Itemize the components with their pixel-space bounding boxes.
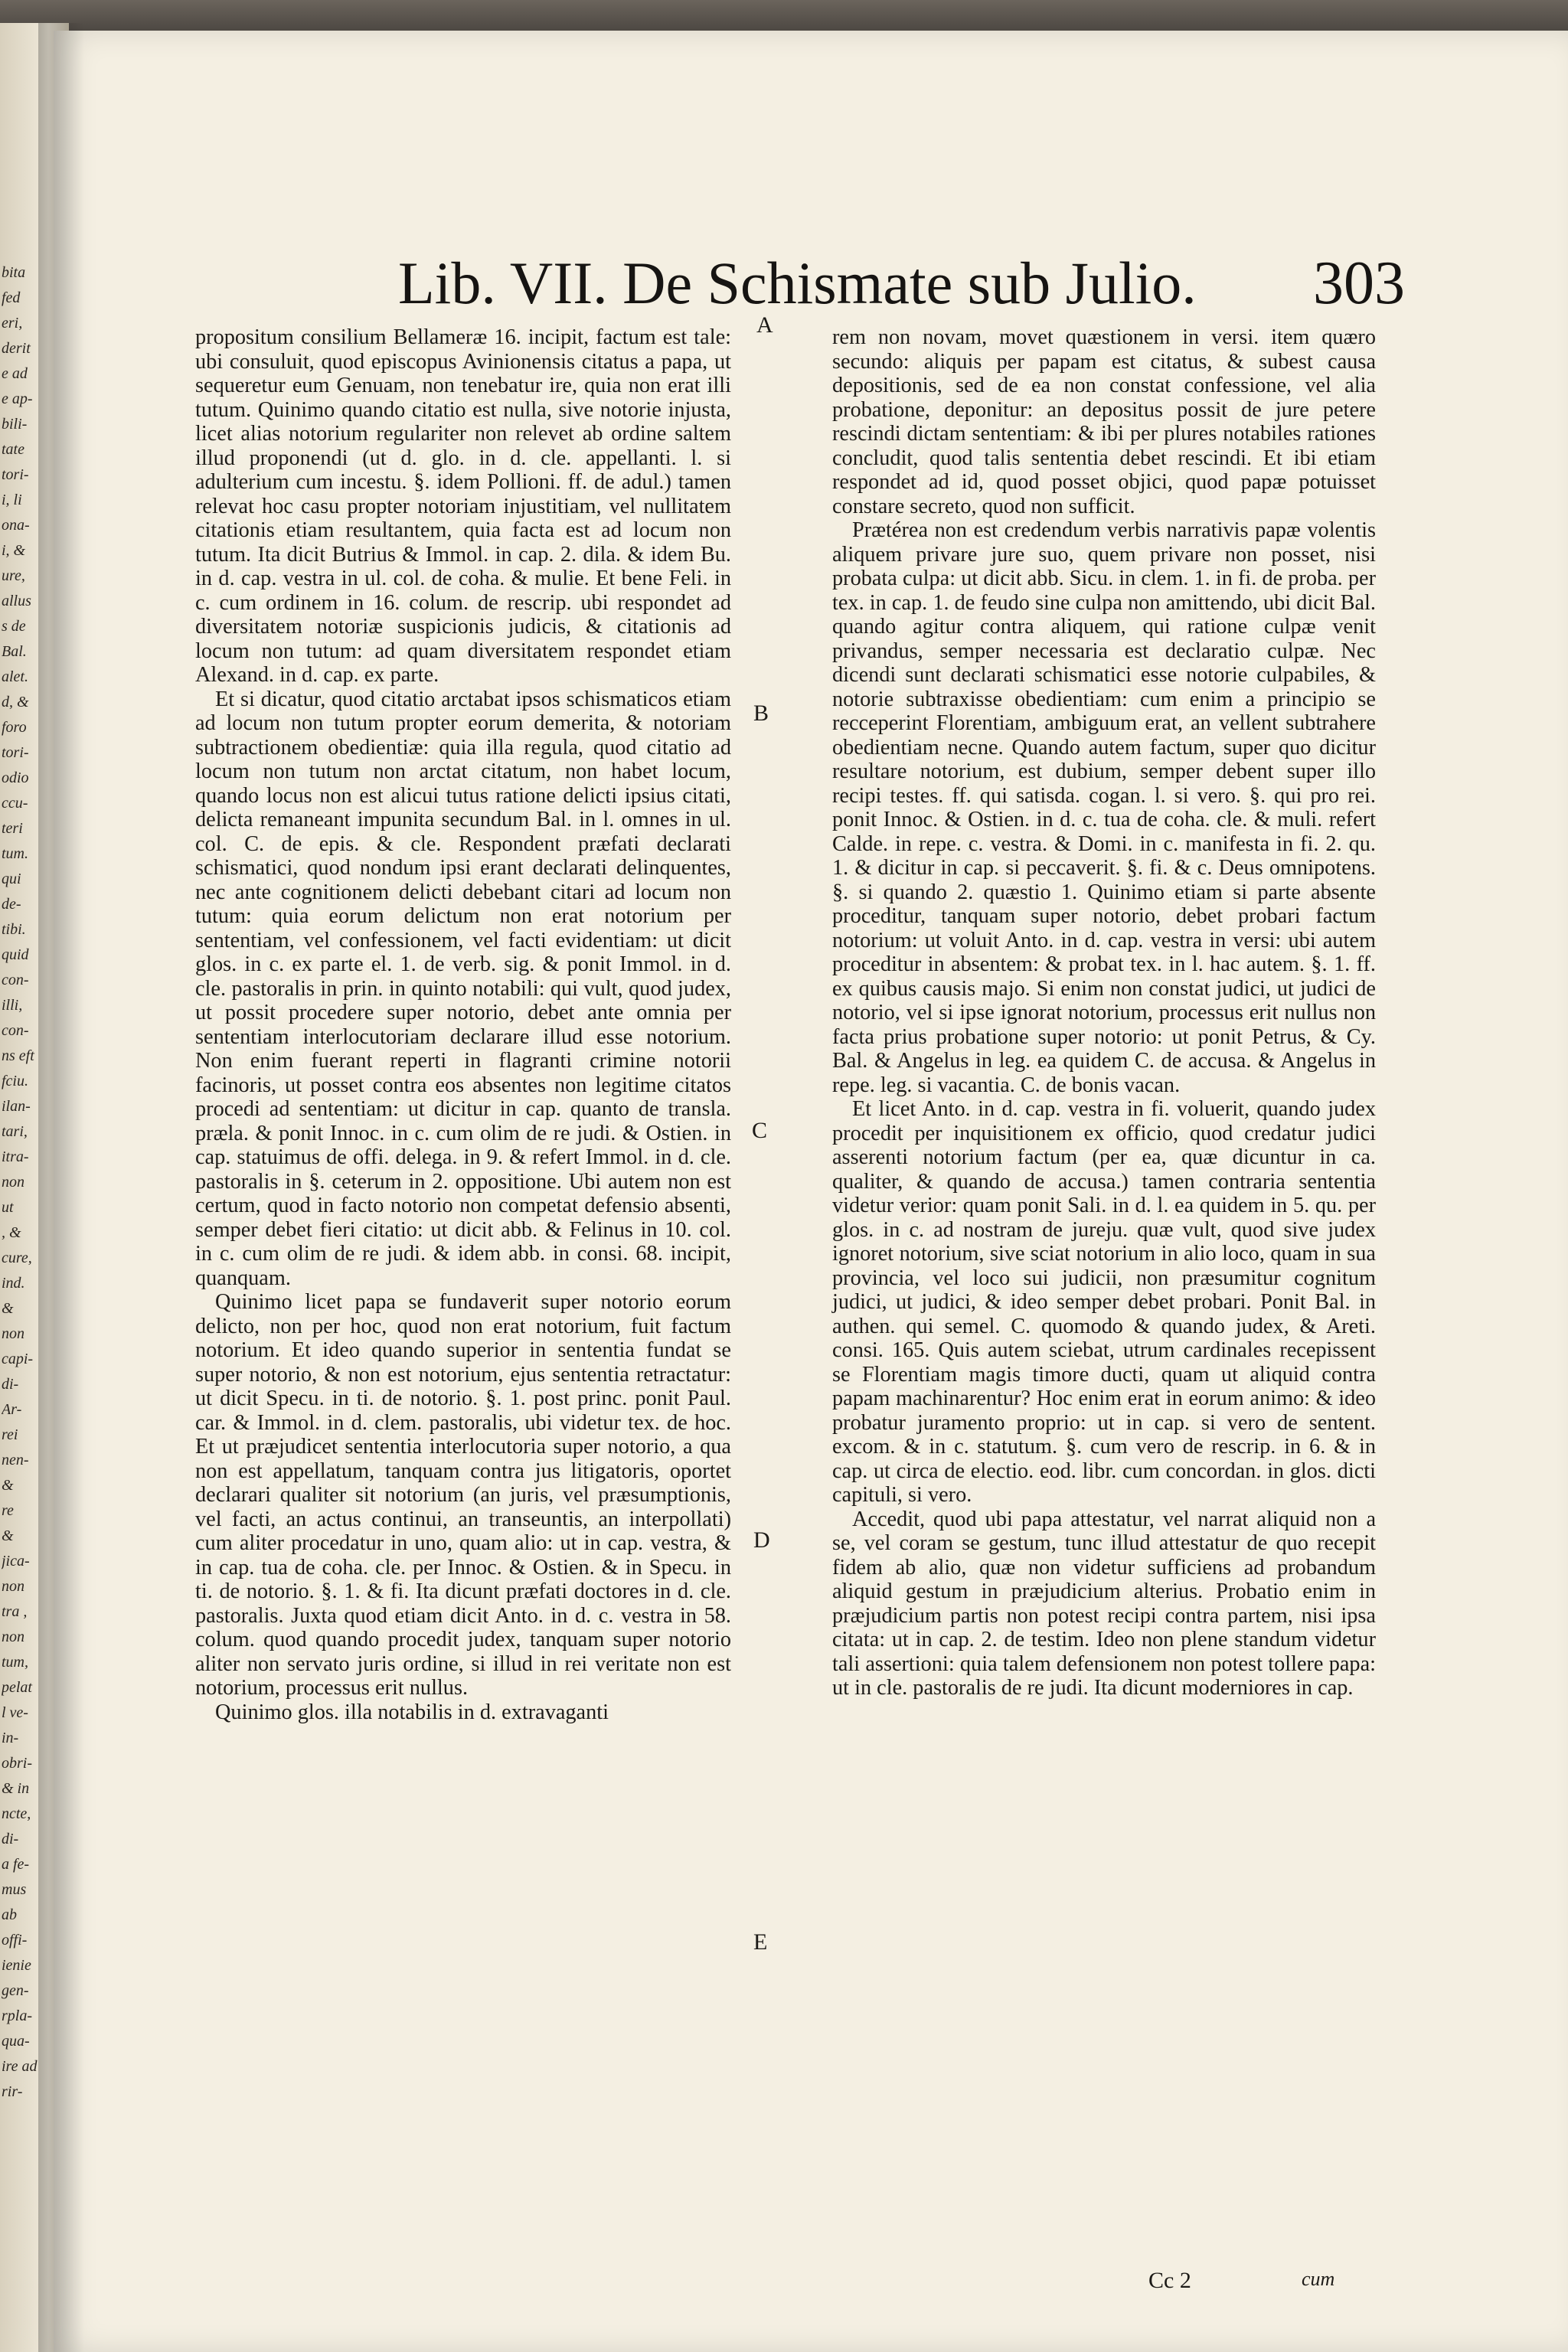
facing-page-fragment: non	[2, 1325, 24, 1342]
paragraph: Et si dicatur, quod citatio arctabat ipsos schismaticos etiam ad locum non tutum propter eorum demerita, & notoriam subtractionem obedientiæ: quia illa regula, quod citatio ad locum non tutum non arctat citatum, non habet locum, quando locus non est alicui tutus ratione delicti ipsius citati, delicta remaneant impunita secundum Bal. in l. omnes in ul. col. C. de epis. & cle. Respondent præfati declarati schismatici, quod nondum ipsi erant declarati delinquentes, nec ante cognitionem delicti debebant citari ad locum non tutum: quia eorum delictum non erat notorium per sententiam, vel confessionem, vel facti evidentiam: ut dicit glos. in c. ex parte el. 1. de verb. sig. & ponit Immol. in d. cle. pastoralis in prin. in quinto notabili: qui vult, quod judex, ut possit procedere super notorio, debet ante omnia per sententiam interlocutoriam declarare illud esse notorium. Non enim fuerant reperti in flagranti crimine notorii facinoris, ut posset contra eos absentes non legitime citatos procedi ad sententiam: ut dicitur in cap. quanto de transla. præla. & ponit Innoc. in c. cum olim de re judi. & Ostien. in cap. statuimus de offi. delega. in 9. & refert Immol. in d. cle. pastoralis in §. ceterum in 2. oppositione. Ubi autem non est certum, quod in facto notorio non competat defensio absenti, semper debet fieri citatio: ut dicit abb. & Felinus in 10. col. in c. cum olim de re judi. & idem abb. in consi. 68. incipit, quanquam.	[195, 687, 731, 1290]
facing-page-fragment: obri-	[2, 1755, 32, 1772]
facing-page-fragment: &	[2, 1300, 14, 1317]
facing-page-fragment: de-	[2, 896, 21, 913]
facing-page-fragment: bita	[2, 264, 26, 281]
facing-page-fragment: ccu-	[2, 795, 28, 812]
facing-page-fragment: illi,	[2, 997, 23, 1014]
facing-page-fragment: e ap-	[2, 390, 33, 407]
facing-page-fragment: rei	[2, 1426, 18, 1443]
facing-page-fragment: allus	[2, 593, 31, 609]
facing-page-fragment: non	[2, 1628, 24, 1645]
facing-page-fragment: i, &	[2, 542, 26, 559]
facing-page-fragment: qui	[2, 871, 21, 887]
margin-marker-c: C	[752, 1118, 768, 1143]
facing-page-fragment: tum.	[2, 845, 28, 862]
facing-page-fragment: con-	[2, 1022, 29, 1039]
facing-page-fragment: fciu.	[2, 1073, 28, 1089]
facing-page-fragment: jica-	[2, 1553, 30, 1570]
facing-page-fragment: , &	[2, 1224, 21, 1241]
paragraph: Quinimo glos. illa notabilis in d. extravaganti	[215, 1700, 609, 1724]
facing-page-fragment: ona-	[2, 517, 30, 534]
facing-page-fragment: s de	[2, 618, 26, 635]
facing-page-fragment: re	[2, 1502, 14, 1519]
facing-page-fragment: ure,	[2, 567, 25, 584]
facing-page-fragment: con-	[2, 972, 29, 988]
facing-page-fragment: tibi.	[2, 921, 26, 938]
margin-marker-d: D	[753, 1527, 770, 1553]
facing-page-fragment: tori-	[2, 466, 29, 483]
facing-page-fragment: bili-	[2, 416, 28, 433]
page-number: 303	[1313, 250, 1405, 317]
facing-page-fragment: ire ad	[2, 2058, 38, 2075]
facing-page-fragment: ilan-	[2, 1098, 31, 1115]
facing-page-fragment: in-	[2, 1730, 19, 1746]
facing-page-fragment: Bal.	[2, 643, 27, 660]
facing-page-fragment: gen-	[2, 1982, 29, 1999]
facing-page-fragment: ab	[2, 1906, 17, 1923]
facing-page-fragment: Ar-	[2, 1401, 22, 1418]
facing-page-fragment: rir-	[2, 2083, 23, 2100]
facing-page-fragment: nen-	[2, 1452, 29, 1468]
facing-page-fragment: &	[2, 1527, 14, 1544]
catchword: cum	[1302, 2268, 1335, 2290]
paragraph: Accedit, quod ubi papa attestatur, vel narrat aliquid non a se, vel coram se gestum, tunc illud attestatur de quo recepit fidem ab alio, quæ non videtur sufficiens ad probandum aliquid gestum in præjudicium alterius. Probatio enim in præjudicium partis non potest recipi contra partem, nisi ipsa citata: ut in cap. 2. de testim. Ideo non plene standum videtur tali assertioni: quia talem defensionem non potest tollere papa: ut in cle. pastoralis de re judi. Ita dicunt moderniores in cap.	[832, 1507, 1376, 1700]
facing-page-fragment: capi-	[2, 1351, 34, 1367]
facing-page-fragment: tate	[2, 441, 24, 458]
facing-page-fragment: tum,	[2, 1654, 28, 1671]
facing-page-fragment: &	[2, 1477, 14, 1494]
facing-page-fragment: ienie	[2, 1957, 31, 1974]
facing-page-fragment: alet.	[2, 668, 28, 685]
text-column-right	[832, 325, 1376, 1700]
facing-page-fragment: non	[2, 1578, 24, 1595]
paragraph: propositum consilium Bellameræ 16. incipit, factum est tale: ubi consuluit, quod episcopus Avinionensis citatus a papa, ut sequeretur eum Genuam, non tenebatur ire, quia non erat illi tutum. Quinimo quando citatio est nulla, sive notorie injusta, licet alias notorium regulariter non relevet ab ordine saltem illud proponendi (ut d. glo. in d. cle. appellanti. l. si adulterium cum incestu. §. idem Pollioni. ff. de adul.) tamen relevat hoc casu propter notoriam injustitiam, vel nullitatem citationis etiam resultantem, quia facta est ad locum non tutum. Ita dicit Butrius & Immol. in cap. 2. dila. & idem Bu. in d. cap. vestra in ul. col. de coha. & mulie. Et bene Feli. in c. cum ordinem in 16. colum. de rescrip. ubi respondet ad diversitatem notoriæ suspicionis judicis, & citationis ad locum non tutum: ad quam diversitatem respondet etiam Alexand. in d. cap. ex parte.	[195, 325, 731, 687]
facing-page-fragment: itra-	[2, 1148, 29, 1165]
book-gutter-shadow	[38, 23, 84, 2352]
signature-mark: Cc 2	[1148, 2268, 1191, 2293]
facing-page-fragment: di-	[2, 1831, 19, 1847]
facing-page-fragment: odio	[2, 769, 29, 786]
facing-page-fragment: offi-	[2, 1932, 28, 1949]
paragraph: Quinimo licet papa se fundaverit super notorio eorum delicto, non per hoc, quod non erat notorium, fuit factum notorium. Et ideo quando superior in sententia fundat se super notorio, & non est notorium, ejus sententia retractatur: ut dicit Specu. in ti. de notorio. §. 1. post princ. ponit Paul. car. & Immol. in d. clem. pastoralis, ubi videtur tex. de hoc. Et ut præjudicet sententia interlocutoria super notorio, a qua non est appellatum, tanquam contra jus litigatoris, oportet declarari qualiter sit notorium (an juris, vel præsumptionis, vel facti, an actus continui, an transeuntis, an interpollati) cum aliter procedatur in uno, quam alio: ut in cap. vestra, & in cap. tua de coha. cle. per Innoc. & Ostien. & in Specu. in ti. de notorio. §. 1. & fi. Ita dicunt præfati doctores in d. cle. pastoralis. Juxta quod etiam dicit Anto. in d. c. vestra in 58. colum. quod quando procedit judex, tanquam super notorio aliter non servato juris ordine, si illud in rei veritate non est notorium, processus erit nullus.	[195, 1290, 731, 1700]
facing-page-fragment: tari,	[2, 1123, 28, 1140]
margin-marker-a: A	[756, 312, 773, 338]
facing-page-fragment: mus	[2, 1881, 27, 1898]
facing-page-fragment: foro	[2, 719, 27, 736]
facing-page-fragment: di-	[2, 1376, 19, 1393]
running-head-title: Lib. VII. De Schismate sub Julio.	[398, 250, 1197, 316]
facing-page-fragment: qua-	[2, 2033, 30, 2050]
facing-page-fragment: l ve-	[2, 1704, 28, 1721]
text-column-left	[195, 325, 731, 1724]
facing-page-fragment: cure,	[2, 1250, 32, 1266]
facing-page-fragment: ncte,	[2, 1805, 31, 1822]
margin-marker-b: B	[753, 701, 769, 726]
facing-page-fragment: i, li	[2, 492, 22, 508]
facing-page-fragment: tori-	[2, 744, 29, 761]
facing-page-fragment: tra ,	[2, 1603, 28, 1620]
margin-marker-e: E	[753, 1929, 768, 1955]
book-page	[54, 31, 1568, 2352]
facing-page-fragment: ns eft	[2, 1047, 34, 1064]
facing-page-fragment: a fe-	[2, 1856, 30, 1873]
paragraph: rem non novam, movet quæstionem in versi. item quæro secundo: aliquis per papam est citatus, & subest causa depositionis, sed de ea non constat confessione, vel alia probatione, deponitur: an depositus possit de jure petere rescindi dictam sententiam: & ibi per plures notabiles rationes concludit, quod talis sententia debet rescindi. Et ibi etiam respondet ad id, quod posset objici, quod papæ potuisset constare secreto, quod non sufficit.	[832, 325, 1376, 518]
running-head	[398, 249, 1405, 318]
facing-page-fragment: rpla-	[2, 2007, 32, 2024]
facing-page-fragment: d, &	[2, 694, 29, 710]
facing-page-fragment: e ad	[2, 365, 28, 382]
facing-page-fragment: & in	[2, 1780, 30, 1797]
facing-page-fragment: pelat	[2, 1679, 32, 1696]
facing-page-fragment: non	[2, 1174, 24, 1191]
facing-page-fragment: fed	[2, 289, 21, 306]
facing-page-fragment: derit	[2, 340, 31, 357]
paragraph: Et licet Anto. in d. cap. vestra in fi. voluerit, quando judex procedit per inquisitionem ex officio, quod credatur judici asserenti notorium factum (per ea, quæ dicuntur in ca. qualiter, & quando de accusa.) tamen contraria sententia videtur verior: quam ponit Sali. in d. l. ea quidem in 5. qu. per glos. in c. ad nostram de jureju. quæ vult, quod sive judex ignoret notorium, sive sciat notorium in alio loco, quam in sua provincia, vel loco sui judicii, non præsumitur cognitum judici, ut judici, & ideo semper debet probari. Ponit Bal. in authen. qui semel. C. quomodo & quando judex, & Areti. consi. 165. Quis autem sciebat, utrum cardinales recepissent se Florentiam magis timore ducti, quam ut aliquid contra papam machinarentur? Hoc enim erat in eorum animo: & ideo probatur juramento proprio: ut in cap. si vero de sentent. excom. & in c. statutum. §. cum vero de rescrip. in 6. & in cap. ut circa de electio. eod. libr. cum concordan. in glos. dicti capituli, si vero.	[832, 1097, 1376, 1507]
facing-page-fragment: teri	[2, 820, 23, 837]
facing-page-fragment: ind.	[2, 1275, 25, 1292]
paragraph: Prætérea non est credendum verbis narrativis papæ volentis aliquem privare jure suo, quem privare non posset, nisi probata culpa: ut dicit abb. Sicu. in clem. 1. in fi. de proba. per tex. in cap. 1. de feudo sine culpa non amittendo, ubi dicit Bal. quando agitur contra aliquem, qui ratione culpæ venit privandus, semper necessaria est declaratio culpæ. Nec dicendi sunt declarati schismatici esse notorie culpabiles, & notorie subtraxisse obedientiam: cum enim a principio se recceperint Florentiam, ambiguum erat, an vellent subtrahere obedientiam necne. Quando autem factum, super quo dicitur resultare notorium, est dubium, semper debent super illo recipi testes. ff. qui satisda. cogan. l. si vero. §. qui pro rei. ponit Innoc. & Ostien. in d. c. tua de coha. cle. & muli. refert Calde. in repe. c. vestra. & Domi. in c. manifesta in fi. 2. qu. 1. & dicitur in cap. si peccaverit. §. fi. & c. Deus omnipotens. §. si quando 2. quæstio 1. Quinimo etiam si parte absente proceditur, tanquam super notorio, debet probari factum notorium: ut voluit Anto. in d. cap. vestra in versi: ubi autem proceditur in absentem: & probat tex. in l. hac autem. §. 1. ff. ex quibus causis majo. Si enim non constat judici, ut judici de notorio, vel si ipse ignorat notorium, processus erit nullus non facta prius probatione super notorio: ut ponit Petrus, & Cy. Bal. & Angelus in leg. ea quidem C. de accusa. & Angelus in repe. leg. si vacantia. C. de bonis vacan.	[832, 518, 1376, 1097]
facing-page-fragment: quid	[2, 946, 29, 963]
facing-page-text-fragments	[2, 260, 40, 2105]
facing-page-fragment: ut	[2, 1199, 14, 1216]
facing-page-fragment: eri,	[2, 315, 23, 332]
